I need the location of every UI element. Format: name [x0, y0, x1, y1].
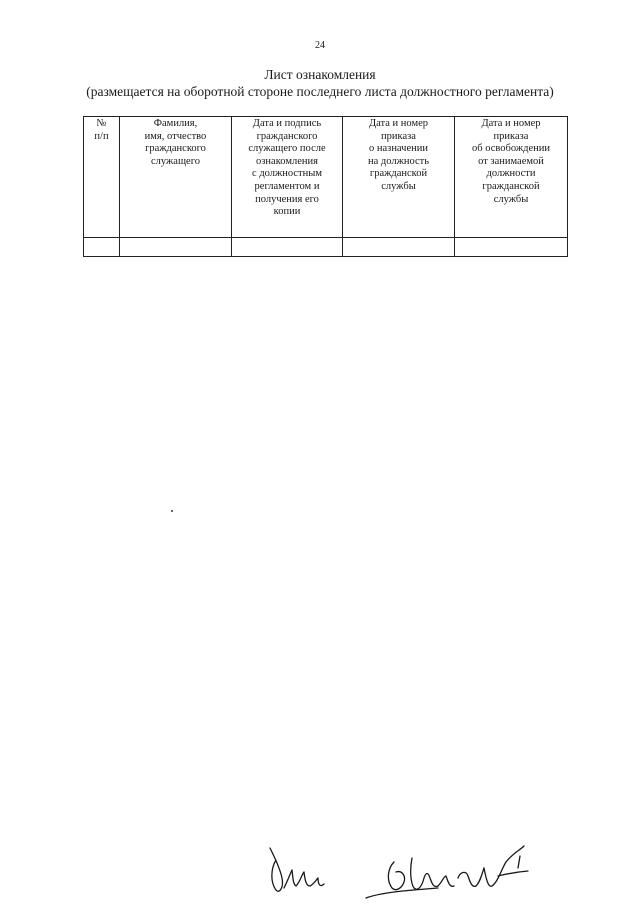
handwritten-signature-surname [366, 846, 528, 898]
handwritten-signature-initials [270, 848, 324, 891]
page-subtitle: (размещается на оборотной стороне последнего листа должностного регламента) [86, 84, 554, 99]
page-number: 24 [315, 40, 325, 51]
signatures [262, 838, 552, 900]
stray-mark [171, 510, 173, 512]
table-cell [120, 238, 232, 257]
table-cell [232, 238, 343, 257]
table-cell [455, 238, 568, 257]
page-title: Лист ознакомления [264, 67, 376, 82]
column-header-dismissal-order: Дата и номер приказа об освобождении от занимаемой должности гражданской службы [455, 117, 568, 238]
column-header-appointment-order: Дата и номер приказа о назначении на должность гражданской службы [343, 117, 455, 238]
table-cell [84, 238, 120, 257]
column-header-signature-date: Дата и подпись гражданского служащего после ознакомления с должностным регламентом и получения его копии [232, 117, 343, 238]
table-row [84, 238, 568, 257]
column-header-number: № п/п [84, 117, 120, 238]
acknowledgment-table [83, 116, 568, 257]
column-header-full-name: Фамилия, имя, отчество гражданского служащего [120, 117, 232, 238]
table-cell [343, 238, 455, 257]
table-header-row [84, 117, 568, 238]
